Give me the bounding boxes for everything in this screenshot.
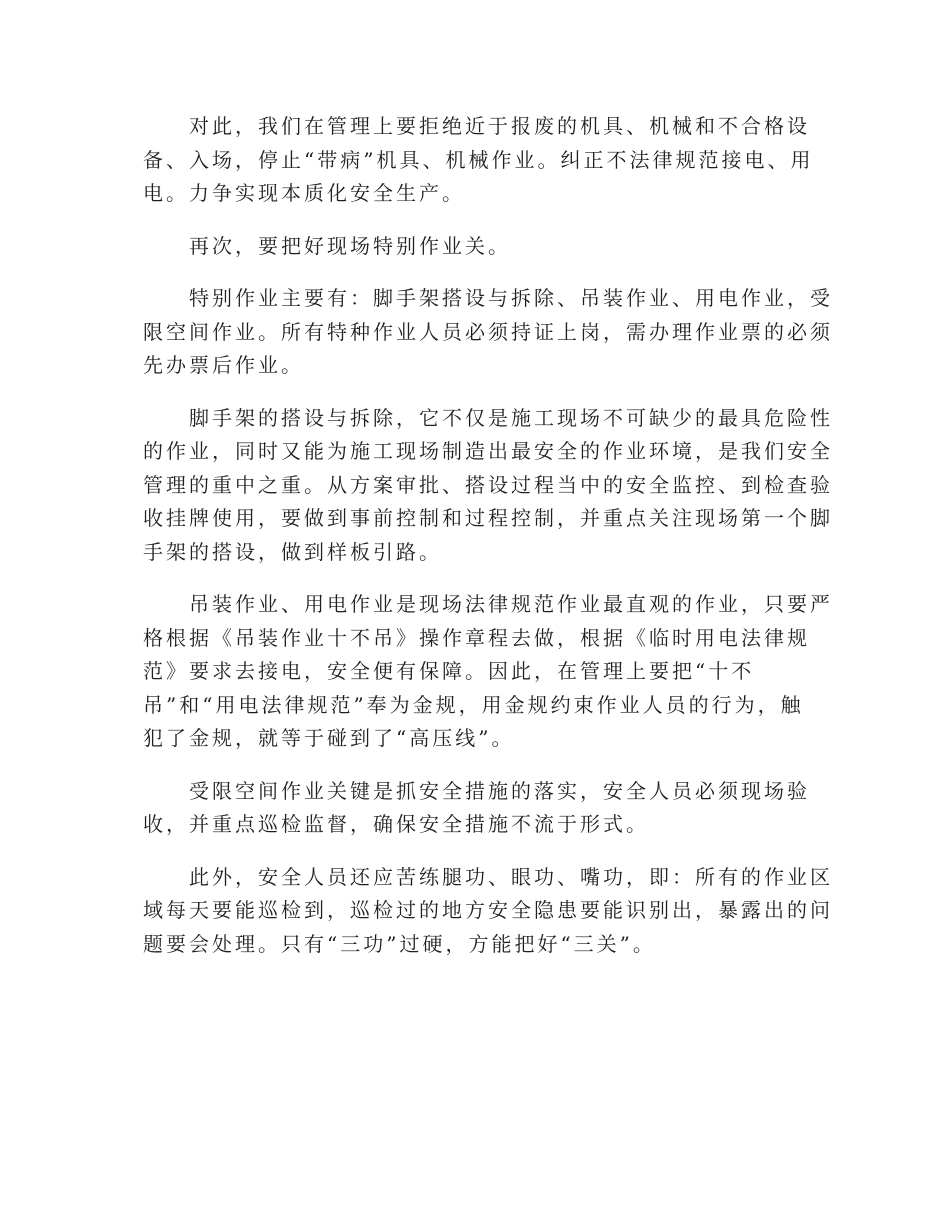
document-body <box>143 110 833 980</box>
paragraph-line: 的作业，同时又能为施工现场制造出最安全的作业环境，是我们安全 <box>143 439 833 463</box>
paragraph-line: 再次，要把好现场特别作业关。 <box>189 233 511 258</box>
paragraph-line: 受限空间作业关键是抓安全措施的落实，安全人员必须现场验 <box>189 778 810 803</box>
paragraph-line: 吊装作业、用电作业是现场法律规范作业最直观的作业，只要严 <box>189 592 833 616</box>
paragraph-line: 收，并重点巡检监督，确保安全措施不流于形式。 <box>143 812 649 836</box>
paragraph-line: 此外，安全人员还应苦练腿功、眼功、嘴功，即：所有的作业区 <box>189 864 833 889</box>
paragraph-line: 对此，我们在管理上要拒绝近于报废的机具、机械和不合格设 <box>189 114 810 138</box>
paragraph-line: 犯了金规，就等于碰到了“高压线”。 <box>143 726 515 750</box>
paragraph-lifting-electrical <box>143 588 833 756</box>
paragraph-line: 题要会处理。只有“三功”过硬，方能把好“三关”。 <box>143 931 656 956</box>
paragraph-management-refusal <box>143 110 814 211</box>
paragraph-line: 手架的搭设，做到样板引路。 <box>143 539 442 564</box>
paragraph-line: 吊”和“用电法律规范”奉为金规，用金规约束作业人员的行为，触 <box>143 692 804 717</box>
paragraph-special-work-heading <box>143 230 795 264</box>
paragraph-scaffolding <box>143 402 833 570</box>
paragraph-line: 域每天要能巡检到，巡检过的地方安全隐患要能识别出，暴露出的问 <box>143 898 833 922</box>
paragraph-line: 特别作业主要有：脚手架搭设与拆除、吊装作业、用电作业，受 <box>189 286 833 310</box>
paragraph-line: 限空间作业。所有特种作业人员必须持证上岗，需办理作业票的必须 <box>143 319 833 344</box>
paragraph-line: 脚手架的搭设与拆除，它不仅是施工现场不可缺少的最具危险性 <box>189 405 833 430</box>
paragraph-line: 收挂牌使用，要做到事前控制和过程控制，并重点关注现场第一个脚 <box>143 506 833 530</box>
paragraph-confined-space <box>143 775 810 842</box>
paragraph-safety-staff-skills <box>143 861 833 962</box>
paragraph-line: 管理的重中之重。从方案审批、搭设过程当中的安全监控、到检查验 <box>143 472 833 497</box>
paragraph-line: 格根据《吊装作业十不吊》操作章程去做，根据《临时用电法律规 <box>143 625 810 650</box>
paragraph-special-work-types <box>143 282 833 383</box>
paragraph-line: 备、入场，停止“带病”机具、机械作业。纠正不法律规范接电、用 <box>143 147 814 172</box>
paragraph-line: 先办票后作业。 <box>143 353 304 377</box>
paragraph-line: 范》要求去接电，安全便有保障。因此，在管理上要把“十不 <box>143 659 755 683</box>
paragraph-line: 电。力争实现本质化安全生产。 <box>143 181 465 205</box>
